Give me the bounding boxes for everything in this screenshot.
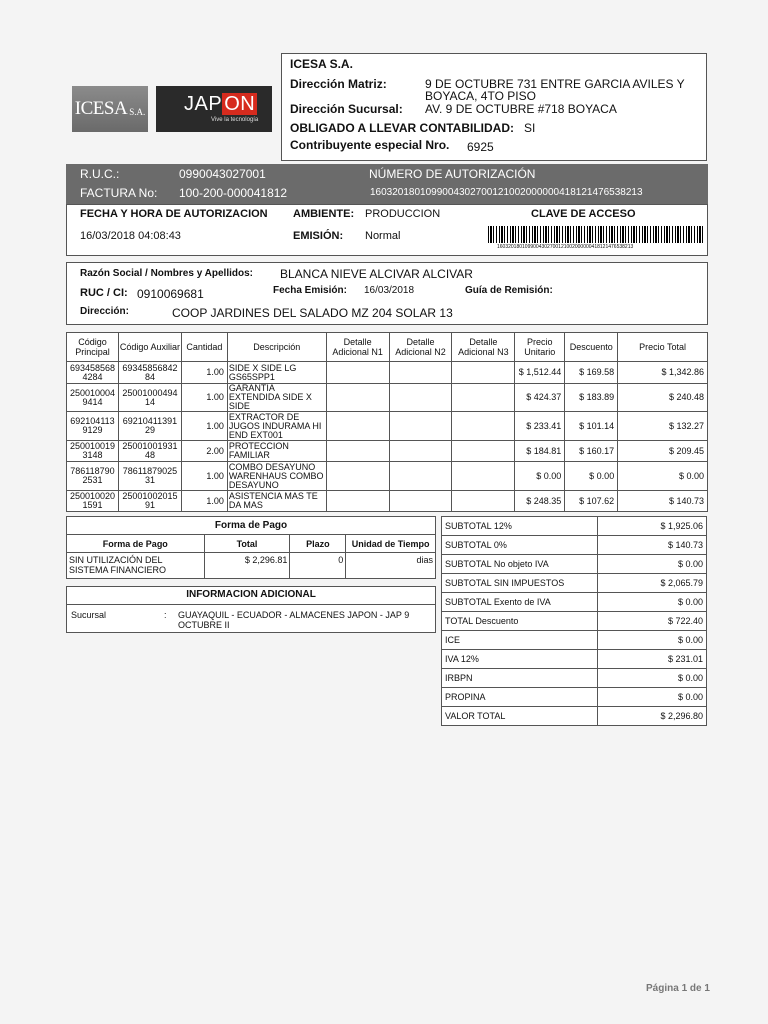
cell-descuento: $ 169.58 xyxy=(565,362,618,384)
total-label: IRBPN xyxy=(442,669,598,688)
payment-forma: SIN UTILIZACIÓN DEL SISTEMA FINANCIERO xyxy=(67,553,205,579)
cell-det2 xyxy=(389,491,452,512)
matriz-value-line2: BOYACA, 4TO PISO xyxy=(425,89,536,103)
table-row xyxy=(442,593,707,612)
header-precio-total: Precio Total xyxy=(618,333,708,362)
cell-det3 xyxy=(452,441,515,462)
items-table xyxy=(66,332,708,512)
cell-det3 xyxy=(452,362,515,384)
total-label: TOTAL Descuento xyxy=(442,612,598,631)
total-value: $ 0.00 xyxy=(598,555,707,574)
sucursal-label: Dirección Sucursal: xyxy=(290,102,403,116)
fecha-emision-value: 16/03/2018 xyxy=(364,285,415,296)
payment-header-plazo: Plazo xyxy=(290,535,346,553)
table-row xyxy=(67,491,708,512)
cell-det1 xyxy=(326,362,389,384)
cell-det3 xyxy=(452,384,515,412)
payment-header-forma: Forma de Pago xyxy=(67,535,205,553)
table-row xyxy=(442,631,707,650)
cell-cantidad: 1.00 xyxy=(181,491,227,512)
total-label: ICE xyxy=(442,631,598,650)
cell-auxiliar: 69210411391 29 xyxy=(118,412,181,441)
total-value: $ 0.00 xyxy=(598,669,707,688)
matriz-value-line1: 9 DE OCTUBRE 731 ENTRE GARCIA AVILES Y xyxy=(425,77,685,91)
payment-header-total: Total xyxy=(204,535,290,553)
payment-unidad: dias xyxy=(346,553,436,579)
cell-auxiliar: 25001001931 48 xyxy=(118,441,181,462)
info-separator: : xyxy=(164,610,167,620)
factura-value: 100-200-000041812 xyxy=(179,186,288,200)
total-label: VALOR TOTAL xyxy=(442,707,598,726)
table-row xyxy=(442,536,707,555)
table-row xyxy=(67,462,708,491)
cell-precio: $ 184.81 xyxy=(515,441,565,462)
table-row xyxy=(67,441,708,462)
cell-descripcion: EXTRACTOR DE JUGOS INDURAMA HI END EXT001 xyxy=(227,412,326,441)
cell-total: $ 140.73 xyxy=(618,491,708,512)
issuer-name: ICESA S.A. xyxy=(290,57,353,71)
total-value: $ 722.40 xyxy=(598,612,707,631)
total-value: $ 0.00 xyxy=(598,688,707,707)
ruc-label: R.U.C.: xyxy=(80,167,120,181)
header-det1: Detalle Adicional N1 xyxy=(326,333,389,362)
cell-descripcion: PROTECCION FAMILIAR xyxy=(227,441,326,462)
fecha-autorizacion-label: FECHA Y HORA DE AUTORIZACION xyxy=(80,208,268,220)
cell-det3 xyxy=(452,412,515,441)
header-cantidad: Cantidad xyxy=(181,333,227,362)
total-label: SUBTOTAL No objeto IVA xyxy=(442,555,598,574)
payment-header-unidad: Unidad de Tiempo xyxy=(346,535,436,553)
total-label: SUBTOTAL Exento de IVA xyxy=(442,593,598,612)
issuer-box xyxy=(281,53,707,161)
client-box xyxy=(66,262,708,325)
guia-remision-label: Guía de Remisión: xyxy=(465,285,553,296)
cell-det2 xyxy=(389,412,452,441)
japon-logo-on: ON xyxy=(224,93,256,115)
table-row xyxy=(442,517,707,536)
payment-title: Forma de Pago xyxy=(67,517,436,535)
totals-table xyxy=(441,516,707,726)
table-row xyxy=(67,553,436,579)
cell-total: $ 240.48 xyxy=(618,384,708,412)
autorizacion-label: NÚMERO DE AUTORIZACIÓN xyxy=(369,167,536,181)
cell-descuento: $ 160.17 xyxy=(565,441,618,462)
header-cod-auxiliar: Código Auxiliar xyxy=(118,333,181,362)
razon-social-label: Razón Social / Nombres y Apellidos: xyxy=(80,268,253,279)
ambiente-label: AMBIENTE: xyxy=(293,208,355,220)
cell-descuento: $ 101.14 xyxy=(565,412,618,441)
cell-descripcion: SIDE X SIDE LG GS65SPP1 xyxy=(227,362,326,384)
cell-precio: $ 248.35 xyxy=(515,491,565,512)
header-cod-principal: Código Principal xyxy=(67,333,119,362)
table-row xyxy=(442,612,707,631)
cell-det1 xyxy=(326,462,389,491)
info-title: INFORMACION ADICIONAL xyxy=(186,589,316,600)
cell-cantidad: 1.00 xyxy=(181,412,227,441)
cell-total: $ 1,342.86 xyxy=(618,362,708,384)
cell-det2 xyxy=(389,362,452,384)
autorizacion-value: 16032018010990043027001210020000004181214765382​13 xyxy=(370,187,643,198)
cell-cantidad: 1.00 xyxy=(181,462,227,491)
total-value: $ 231.01 xyxy=(598,650,707,669)
page-number: Página 1 de 1 xyxy=(646,983,710,994)
japon-logo-tagline: Vive la tecnología xyxy=(211,117,259,123)
total-value: $ 2,065.79 xyxy=(598,574,707,593)
cell-descuento: $ 0.00 xyxy=(565,462,618,491)
header-descuento: Descuento xyxy=(565,333,618,362)
emision-label: EMISIÓN: xyxy=(293,230,344,242)
table-row xyxy=(67,362,708,384)
info-value: GUAYAQUIL - ECUADOR - ALMACENES JAPON - JAP 9 OCTUBRE II xyxy=(178,610,410,630)
icesa-logo xyxy=(72,86,148,132)
total-value: $ 140.73 xyxy=(598,536,707,555)
table-row xyxy=(442,555,707,574)
factura-label: FACTURA No: xyxy=(80,186,158,200)
contabilidad-label: OBLIGADO A LLEVAR CONTABILIDAD: xyxy=(290,121,514,135)
cell-precio: $ 233.41 xyxy=(515,412,565,441)
total-value: $ 0.00 xyxy=(598,631,707,650)
matriz-label: Dirección Matriz: xyxy=(290,77,387,91)
clave-acceso-value: 1603201801099004302700121002000000418121476538213 xyxy=(497,244,634,250)
client-ruc-label: RUC / CI: xyxy=(80,287,128,299)
cell-auxiliar: 25001000494 14 xyxy=(118,384,181,412)
invoice-band xyxy=(66,164,708,204)
cell-auxiliar: 25001002015 91 xyxy=(118,491,181,512)
table-row xyxy=(442,574,707,593)
ruc-value: 0990043027001 xyxy=(179,167,266,181)
barcode-image xyxy=(488,226,704,243)
contabilidad-value: SI xyxy=(524,121,536,135)
razon-social-value: BLANCA NIEVE ALCIVAR ALCIVAR xyxy=(280,267,473,281)
cell-cantidad: 1.00 xyxy=(181,384,227,412)
especial-value: 6925 xyxy=(467,140,494,154)
cell-det1 xyxy=(326,441,389,462)
fecha-emision-label: Fecha Emisión: xyxy=(273,285,347,296)
especial-label: Contribuyente especial Nro. xyxy=(290,138,450,152)
cell-cantidad: 1.00 xyxy=(181,362,227,384)
direccion-label: Dirección: xyxy=(80,306,129,317)
payment-total: $ 2,296.81 xyxy=(204,553,290,579)
cell-det2 xyxy=(389,384,452,412)
table-row xyxy=(67,384,708,412)
client-ruc-value: 0910069681 xyxy=(137,287,204,301)
ambiente-value: PRODUCCION xyxy=(365,208,441,220)
icesa-logo-sa: S.A. xyxy=(129,106,146,117)
icesa-logo-word: ICESA xyxy=(74,98,128,119)
cell-det3 xyxy=(452,491,515,512)
cell-total: $ 0.00 xyxy=(618,462,708,491)
total-value: $ 2,296.80 xyxy=(598,707,707,726)
japon-logo-jap: JAP xyxy=(184,93,223,115)
cell-cantidad: 2.00 xyxy=(181,441,227,462)
header-det2: Detalle Adicional N2 xyxy=(389,333,452,362)
cell-principal: 692104113 9129 xyxy=(67,412,119,441)
cell-principal: 786118790 2531 xyxy=(67,462,119,491)
info-box xyxy=(66,586,436,633)
total-label: SUBTOTAL 0% xyxy=(442,536,598,555)
cell-descripcion: GARANTIA EXTENDIDA SIDE X SIDE xyxy=(227,384,326,412)
cell-auxiliar: 78611879025 31 xyxy=(118,462,181,491)
sucursal-value: AV. 9 DE OCTUBRE #718 BOYACA xyxy=(425,102,617,116)
header-precio-unitario: Precio Unitario xyxy=(515,333,565,362)
cell-descripcion: COMBO DESAYUNO WARENHAUS COMBO DESAYUNO xyxy=(227,462,326,491)
payment-plazo: 0 xyxy=(290,553,346,579)
info-label: Sucursal xyxy=(71,610,107,620)
total-value: $ 1,925.06 xyxy=(598,517,707,536)
table-row xyxy=(67,412,708,441)
clave-acceso-label: CLAVE DE ACCESO xyxy=(531,208,636,220)
total-value: $ 0.00 xyxy=(598,593,707,612)
cell-total: $ 132.27 xyxy=(618,412,708,441)
cell-det2 xyxy=(389,441,452,462)
japon-logo-word xyxy=(184,93,257,116)
cell-total: $ 209.45 xyxy=(618,441,708,462)
table-row xyxy=(442,669,707,688)
cell-principal: 250010020 1591 xyxy=(67,491,119,512)
cell-principal: 250010004 9414 xyxy=(67,384,119,412)
cell-principal: 250010019 3148 xyxy=(67,441,119,462)
table-row xyxy=(442,688,707,707)
cell-descuento: $ 183.89 xyxy=(565,384,618,412)
table-row xyxy=(442,650,707,669)
cell-precio: $ 424.37 xyxy=(515,384,565,412)
direccion-value: COOP JARDINES DEL SALADO MZ 204 SOLAR 13 xyxy=(172,306,453,320)
cell-det3 xyxy=(452,462,515,491)
cell-det2 xyxy=(389,462,452,491)
payment-table xyxy=(66,516,436,579)
fecha-autorizacion-value: 16/03/2018 04:08:43 xyxy=(80,230,181,242)
cell-det1 xyxy=(326,491,389,512)
cell-descuento: $ 107.62 xyxy=(565,491,618,512)
cell-precio: $ 1,512.44 xyxy=(515,362,565,384)
japon-logo xyxy=(156,86,272,132)
cell-principal: 693458568 4284 xyxy=(67,362,119,384)
cell-auxiliar: 69345856842 84 xyxy=(118,362,181,384)
header-descripcion: Descripción xyxy=(227,333,326,362)
header-det3: Detalle Adicional N3 xyxy=(452,333,515,362)
table-row xyxy=(442,707,707,726)
total-label: PROPINA xyxy=(442,688,598,707)
cell-descripcion: ASISTENCIA MAS TE DA MAS xyxy=(227,491,326,512)
emision-value: Normal xyxy=(365,230,401,242)
total-label: IVA 12% xyxy=(442,650,598,669)
total-label: SUBTOTAL 12% xyxy=(442,517,598,536)
cell-precio: $ 0.00 xyxy=(515,462,565,491)
cell-det1 xyxy=(326,412,389,441)
items-header-row xyxy=(67,333,708,362)
total-label: SUBTOTAL SIN IMPUESTOS xyxy=(442,574,598,593)
cell-det1 xyxy=(326,384,389,412)
